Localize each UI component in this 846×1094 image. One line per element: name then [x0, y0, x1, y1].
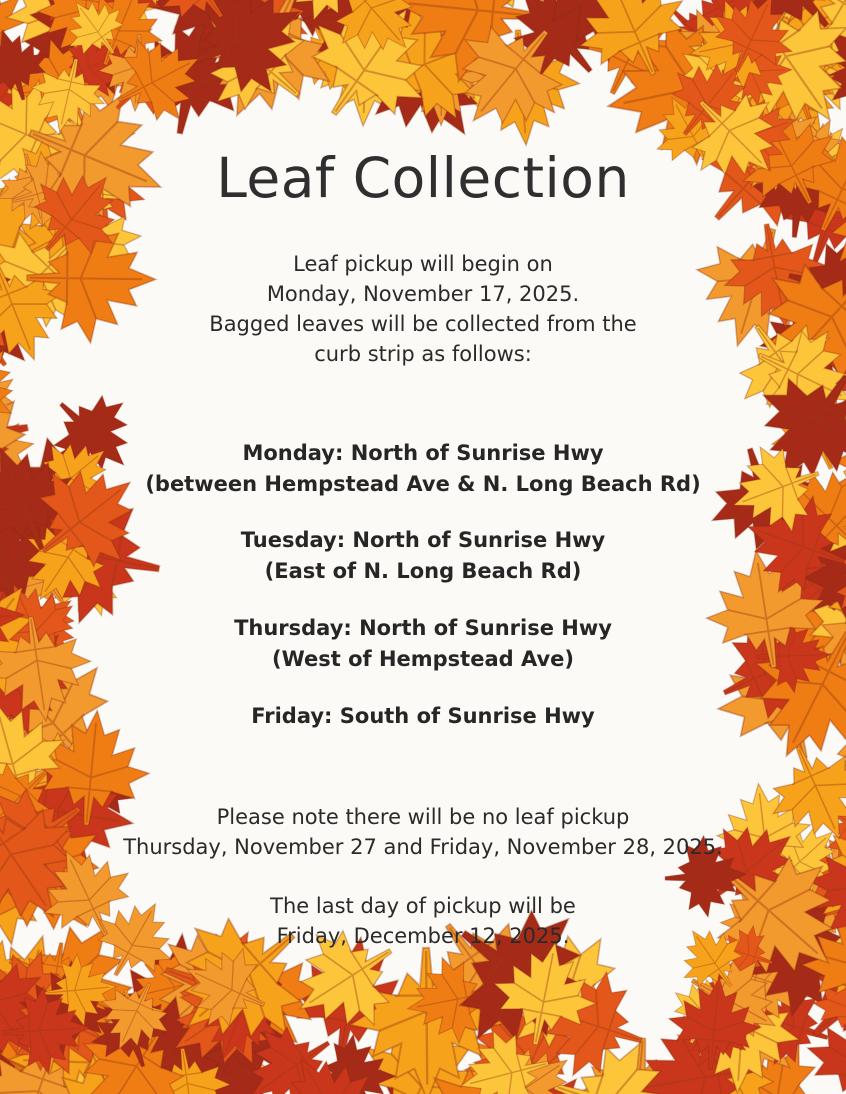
schedule-friday — [0, 701, 846, 732]
intro-text — [0, 249, 846, 369]
schedule-area: (between Hempstead Ave & N. Long Beach Rd) — [145, 472, 701, 496]
schedule-day: Thursday: North of Sunrise Hwy — [234, 616, 612, 640]
intro-line: Monday, November 17, 2025. — [266, 282, 580, 306]
schedule-area: (East of N. Long Beach Rd) — [264, 559, 582, 583]
last-pickup-note — [0, 891, 846, 951]
no-pickup-note — [0, 802, 846, 862]
last-pickup-line: The last day of pickup will be — [270, 894, 576, 918]
intro-line: Bagged leaves will be collected from the — [209, 312, 637, 336]
schedule-area: (West of Hempstead Ave) — [271, 647, 575, 671]
intro-line: Leaf pickup will begin on — [293, 252, 553, 276]
schedule-day: Monday: North of Sunrise Hwy — [242, 441, 604, 465]
last-pickup-line: Friday, December 12, 2025. — [276, 924, 570, 948]
schedule-tuesday — [0, 525, 846, 587]
note-line: Please note there will be no leaf pickup — [216, 805, 630, 829]
intro-line: curb strip as follows: — [314, 342, 532, 366]
schedule-day: Tuesday: North of Sunrise Hwy — [240, 528, 606, 552]
page-title: Leaf Collection — [216, 146, 630, 210]
schedule-thursday — [0, 613, 846, 675]
note-line: Thursday, November 27 and Friday, November 28, 2025. — [123, 835, 723, 859]
schedule-monday — [0, 438, 846, 500]
schedule-day: Friday: South of Sunrise Hwy — [251, 704, 595, 728]
